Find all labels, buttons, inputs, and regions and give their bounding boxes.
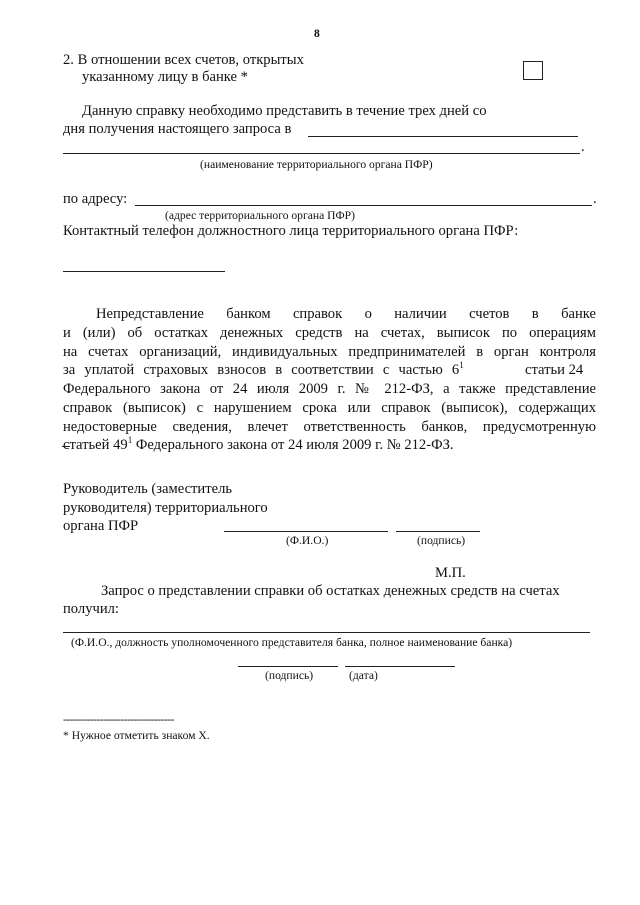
deadline-line1: Данную справку необходимо представить в течение трех дней со [82,103,487,119]
notice-line-4b: статьи 24 [525,362,584,378]
head-fio-line [224,531,388,532]
notice-line-8 [63,435,454,453]
section2-line2: указанному лицу в банке * [82,69,248,85]
notice-line-8-a: статьей 49 [63,437,128,453]
notice-line-4a [63,360,464,378]
receipt-line-2: получил: [63,601,119,617]
footnote-separator: --------------------------------- [63,713,174,726]
address-period: . [593,191,597,207]
receipt-sign-line [238,666,338,667]
notice-line-3: на счетах организаций, индивидуальных предпринимателей в орган контроля [63,344,596,360]
address-caption: (адрес территориального органа ПФР) [165,209,355,222]
receipt-line-1: Запрос о представлении справки об остатках денежных средств на счетах [101,583,560,599]
receipt-sign-caption: (подпись) [265,669,314,682]
notice-line-8-sup: 1 [127,435,133,446]
head-line-1: Руководитель (заместитель [63,481,233,497]
deadline-period: . [581,139,585,155]
contact-label: Контактный телефон должностного лица территориального органа ПФР: [63,223,519,239]
scan-strike-mark [62,446,70,447]
notice-line-4a-text: за уплатой страховых взносов в соответствии с частью 6 [63,362,460,378]
deadline-line2: дня получения настоящего запроса в [63,121,292,137]
head-line-3: органа ПФР [63,518,139,534]
account-checkbox[interactable] [523,61,543,80]
head-sign-caption: (подпись) [417,534,466,547]
notice-line-4a-sup: 1 [459,360,464,371]
bank-rep-line [63,632,590,633]
notice-line-8-b: Федерального закона от 24 июля 2009 г. № 212-ФЗ. [132,437,454,453]
notice-line-5: Федерального закона от 24 июля 2009 г. № 212-ФЗ, а также представление [63,381,596,397]
receipt-date-line [345,666,455,667]
pfr-name-caption: (наименование территориального органа ПФР) [200,158,433,171]
page-number: 8 [314,27,320,40]
head-fio-caption: (Ф.И.О.) [286,534,329,547]
receipt-date-caption: (дата) [349,669,378,682]
address-field-line [135,205,592,206]
pfr-name-field-line1 [308,136,578,137]
section2-line1: 2. В отношении всех счетов, открытых [63,52,304,68]
address-label: по адресу: [63,191,128,207]
notice-line-2: и (или) об остатках денежных средств на счетах, выписок по операциям [63,325,596,341]
head-line-2: руководителя) территориального [63,500,268,516]
contact-phone-line [63,271,225,272]
notice-line-7: недостоверные сведения, влечет ответственность банков, предусмотренную [63,419,596,435]
notice-line-6: справок (выписок) с нарушением срока или справок (выписок), содержащих [63,400,596,416]
pfr-name-field-line2 [63,153,580,154]
footnote-text: * Нужное отметить знаком X. [63,729,210,742]
bank-rep-caption: (Ф.И.О., должность уполномоченного представителя банка, полное наименование банка) [71,636,513,649]
notice-line-1: Непредставление банком справок о наличии счетов в банке [96,306,596,322]
head-sign-line [396,531,480,532]
stamp-place: М.П. [435,565,466,581]
